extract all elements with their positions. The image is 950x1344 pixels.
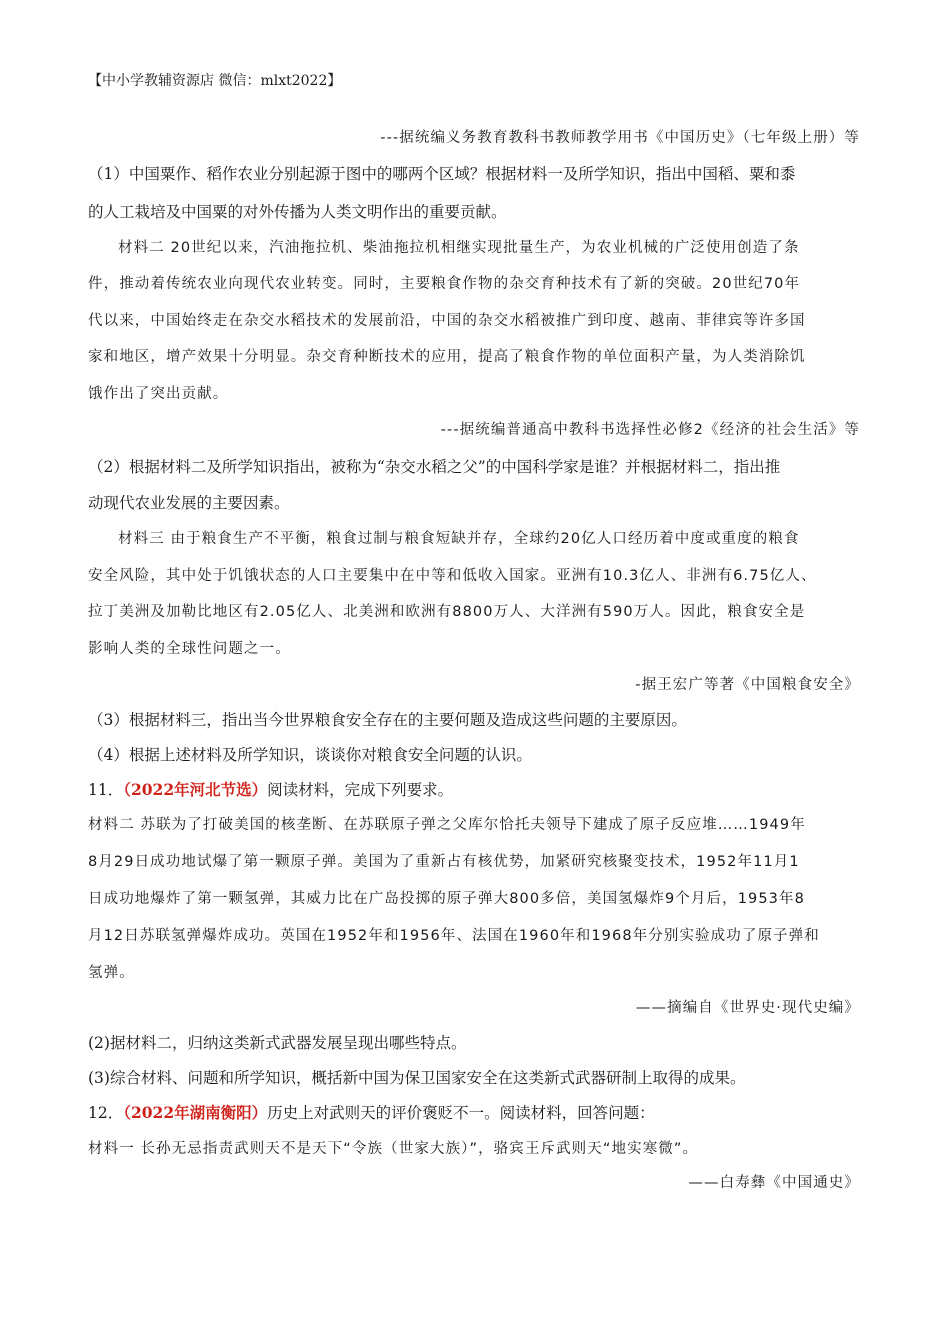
source-citation-11: ——摘编自《世界史·现代史编》	[635, 1000, 860, 1016]
material-11-line-3: 日成功地爆炸了第一颗氢弹，其威力比在广岛投掷的原子弹大800多倍，美国氢爆炸9个月后，1953年8	[88, 891, 805, 907]
material-12-line-1: 材料一 长孙无忌指责武则天不是天下“令族（世家大族）”，骆宾王斥武则天“地实寒微”。	[88, 1141, 699, 1157]
question-2-line-1: （2）根据材料二及所学知识指出，被称为“杂交水稻之父”的中国科学家是谁？并根据材料二，指出推	[88, 458, 781, 476]
problem-instruction: 阅读材料，完成下列要求。	[267, 781, 454, 799]
problem-instruction: 历史上对武则天的评价褒贬不一。阅读材料，回答问题：	[267, 1104, 655, 1122]
material-11-line-2: 8月29日成功地试爆了第一颗原子弹。美国为了重新占有核优势，加紧研究核聚变技术，1952年11月1	[88, 854, 800, 870]
exam-source-tag: （2022年河北节选）	[123, 780, 268, 799]
source-citation-3: -据王宏广等著《中国粮食安全》	[635, 677, 860, 693]
question-1-line-2: 的人工栽培及中国粟的对外传播为人类文明作出的重要贡献。	[88, 203, 507, 221]
material-11-line-5: 氢弹。	[88, 965, 135, 981]
problem-number: 12．	[88, 1104, 124, 1122]
question-11-2: (2)据材料二，归纳这类新式武器发展呈现出哪些特点。	[88, 1034, 467, 1052]
material-3-line-4: 影响人类的全球性问题之一。	[88, 641, 291, 657]
exam-source-tag: （2022年湖南衡阳）	[123, 1103, 268, 1122]
source-citation-2: ---据统编普通高中教科书选择性必修2《经济的社会生活》等	[440, 422, 860, 438]
problem-12-heading	[88, 1103, 860, 1123]
header-watermark: 【中小学教辅资源店 微信：mlxt2022】	[88, 73, 342, 89]
material-2-line-2: 件，推动着传统农业向现代农业转变。同时，主要粮食作物的杂交育种技术有了新的突破。20世纪70年	[88, 276, 801, 292]
material-2-line-5: 饿作出了突出贡献。	[88, 386, 229, 402]
material-3-line-3: 拉丁美洲及加勒比地区有2.05亿人、北美洲和欧洲有8800万人、大洋洲有590万人。因此，粮食安全是	[88, 604, 806, 620]
material-2-line-4: 家和地区，增产效果十分明显。杂交育种断技术的应用，提高了粮食作物的单位面积产量，为人类消除饥	[88, 349, 806, 365]
question-11-3: (3)综合材料、问题和所学知识，概括新中国为保卫国家安全在这类新式武器研制上取得的成果。	[88, 1069, 746, 1087]
material-11-line-1: 材料二 苏联为了打破美国的核垄断、在苏联原子弹之父库尔恰托夫领导下建成了原子反应堆……1949年	[88, 817, 806, 833]
material-3-line-2: 安全风险，其中处于饥饿状态的人口主要集中在中等和低收入国家。亚洲有10.3亿人、非洲有6.75亿人、	[88, 568, 817, 584]
question-3: （3）根据材料三，指出当今世界粮食安全存在的主要何题及造成这些问题的主要原因。	[88, 711, 687, 729]
question-4: （4）根据上述材料及所学知识，谈谈你对粮食安全问题的认识。	[88, 746, 532, 764]
source-citation-12: ——白寿彝《中国通史》	[688, 1175, 860, 1191]
problem-11-heading	[88, 780, 860, 800]
material-11-line-4: 月12日苏联氢弹爆炸成功。英国在1952年和1956年、法国在1960年和1968年分别实验成功了原子弹和	[88, 928, 820, 944]
question-1-line-1: （1）中国粟作、稻作农业分别起源于图中的哪两个区域？根据材料一及所学知识，指出中国稻、粟和黍	[88, 165, 796, 183]
question-2-line-2: 动现代农业发展的主要因素。	[88, 494, 290, 512]
source-citation-1: ---据统编义务教育教科书教师教学用书《中国历史》（七年级上册）等	[380, 130, 860, 146]
problem-number: 11．	[88, 781, 124, 799]
material-2-line-1: 材料二 20世纪以来，汽油拖拉机、柴油拖拉机相继实现批量生产，为农业机械的广泛使用创造了条	[118, 240, 800, 256]
material-3-line-1: 材料三 由于粮食生产不平衡，粮食过制与粮食短缺并存，全球约20亿人口经历着中度或重度的粮食	[118, 531, 800, 547]
material-2-line-3: 代以来，中国始终走在杂交水稻技术的发展前沿，中国的杂交水稻被推广到印度、越南、菲律宾等许多国	[88, 313, 806, 329]
